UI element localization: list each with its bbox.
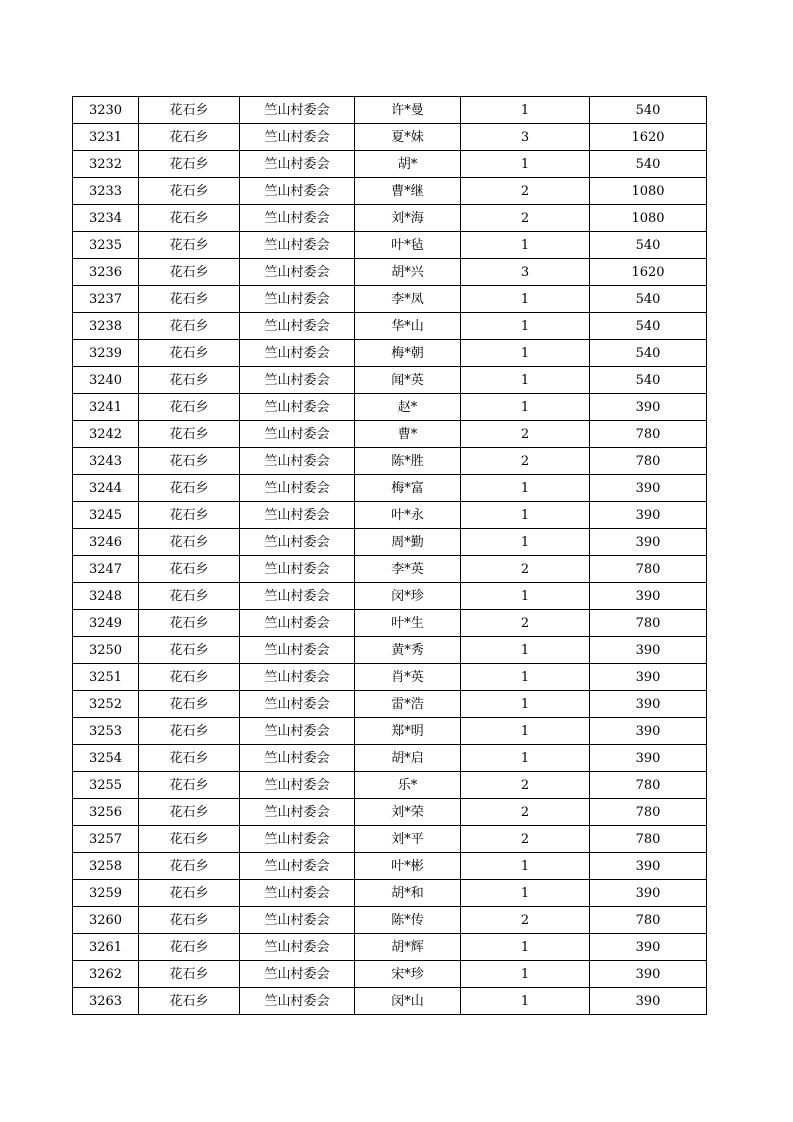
- amount-cell: 780: [590, 907, 707, 934]
- amount-cell: 390: [590, 961, 707, 988]
- count-cell: 1: [461, 340, 590, 367]
- table-row: [73, 421, 707, 448]
- count-cell: 1: [461, 853, 590, 880]
- township-cell: 花石乡: [139, 313, 240, 340]
- amount-cell: 780: [590, 556, 707, 583]
- village-committee-cell: 竺山村委会: [240, 691, 355, 718]
- name-cell: 胡*兴: [355, 259, 461, 286]
- village-committee-cell: 竺山村委会: [240, 826, 355, 853]
- table-row: [73, 610, 707, 637]
- row-number-cell: 3230: [73, 97, 139, 124]
- count-cell: 1: [461, 97, 590, 124]
- amount-cell: 540: [590, 151, 707, 178]
- township-cell: 花石乡: [139, 799, 240, 826]
- table-row: [73, 556, 707, 583]
- row-number-cell: 3252: [73, 691, 139, 718]
- row-number-cell: 3231: [73, 124, 139, 151]
- township-cell: 花石乡: [139, 907, 240, 934]
- township-cell: 花石乡: [139, 286, 240, 313]
- village-committee-cell: 竺山村委会: [240, 529, 355, 556]
- village-committee-cell: 竺山村委会: [240, 583, 355, 610]
- table-body: [73, 97, 707, 1015]
- row-number-cell: 3263: [73, 988, 139, 1015]
- amount-cell: 390: [590, 718, 707, 745]
- table-row: [73, 988, 707, 1015]
- name-cell: 梅*富: [355, 475, 461, 502]
- amount-cell: 540: [590, 232, 707, 259]
- village-committee-cell: 竺山村委会: [240, 340, 355, 367]
- count-cell: 2: [461, 907, 590, 934]
- table-row: [73, 799, 707, 826]
- row-number-cell: 3249: [73, 610, 139, 637]
- amount-cell: 780: [590, 799, 707, 826]
- table-row: [73, 97, 707, 124]
- amount-cell: 390: [590, 475, 707, 502]
- village-committee-cell: 竺山村委会: [240, 394, 355, 421]
- table-row: [73, 880, 707, 907]
- table-row: [73, 907, 707, 934]
- amount-cell: 390: [590, 880, 707, 907]
- township-cell: 花石乡: [139, 124, 240, 151]
- amount-cell: 390: [590, 394, 707, 421]
- count-cell: 1: [461, 394, 590, 421]
- amount-cell: 780: [590, 772, 707, 799]
- name-cell: 陈*传: [355, 907, 461, 934]
- row-number-cell: 3255: [73, 772, 139, 799]
- row-number-cell: 3262: [73, 961, 139, 988]
- township-cell: 花石乡: [139, 97, 240, 124]
- count-cell: 1: [461, 691, 590, 718]
- name-cell: 周*勤: [355, 529, 461, 556]
- count-cell: 2: [461, 826, 590, 853]
- township-cell: 花石乡: [139, 502, 240, 529]
- amount-cell: 540: [590, 367, 707, 394]
- amount-cell: 390: [590, 745, 707, 772]
- name-cell: 胡*和: [355, 880, 461, 907]
- row-number-cell: 3244: [73, 475, 139, 502]
- row-number-cell: 3251: [73, 664, 139, 691]
- name-cell: 刘*平: [355, 826, 461, 853]
- table-row: [73, 961, 707, 988]
- row-number-cell: 3254: [73, 745, 139, 772]
- table-row: [73, 313, 707, 340]
- name-cell: 刘*荣: [355, 799, 461, 826]
- village-committee-cell: 竺山村委会: [240, 205, 355, 232]
- count-cell: 3: [461, 124, 590, 151]
- table-row: [73, 691, 707, 718]
- name-cell: 闵*珍: [355, 583, 461, 610]
- township-cell: 花石乡: [139, 178, 240, 205]
- table-row: [73, 448, 707, 475]
- data-table: [72, 96, 707, 1015]
- name-cell: 郑*明: [355, 718, 461, 745]
- amount-cell: 780: [590, 826, 707, 853]
- name-cell: 叶*彬: [355, 853, 461, 880]
- row-number-cell: 3235: [73, 232, 139, 259]
- row-number-cell: 3232: [73, 151, 139, 178]
- name-cell: 华*山: [355, 313, 461, 340]
- township-cell: 花石乡: [139, 664, 240, 691]
- township-cell: 花石乡: [139, 853, 240, 880]
- township-cell: 花石乡: [139, 961, 240, 988]
- count-cell: 3: [461, 259, 590, 286]
- row-number-cell: 3245: [73, 502, 139, 529]
- count-cell: 2: [461, 205, 590, 232]
- row-number-cell: 3239: [73, 340, 139, 367]
- table-row: [73, 718, 707, 745]
- village-committee-cell: 竺山村委会: [240, 907, 355, 934]
- township-cell: 花石乡: [139, 367, 240, 394]
- name-cell: 刘*海: [355, 205, 461, 232]
- name-cell: 闻*英: [355, 367, 461, 394]
- row-number-cell: 3240: [73, 367, 139, 394]
- village-committee-cell: 竺山村委会: [240, 853, 355, 880]
- village-committee-cell: 竺山村委会: [240, 97, 355, 124]
- table-row: [73, 583, 707, 610]
- amount-cell: 540: [590, 313, 707, 340]
- village-committee-cell: 竺山村委会: [240, 313, 355, 340]
- table-row: [73, 502, 707, 529]
- table-row: [73, 286, 707, 313]
- township-cell: 花石乡: [139, 205, 240, 232]
- table-row: [73, 151, 707, 178]
- row-number-cell: 3234: [73, 205, 139, 232]
- amount-cell: 1080: [590, 178, 707, 205]
- township-cell: 花石乡: [139, 151, 240, 178]
- count-cell: 1: [461, 718, 590, 745]
- row-number-cell: 3247: [73, 556, 139, 583]
- table-row: [73, 772, 707, 799]
- name-cell: 胡*辉: [355, 934, 461, 961]
- township-cell: 花石乡: [139, 394, 240, 421]
- table-row: [73, 745, 707, 772]
- village-committee-cell: 竺山村委会: [240, 637, 355, 664]
- amount-cell: 390: [590, 502, 707, 529]
- township-cell: 花石乡: [139, 988, 240, 1015]
- township-cell: 花石乡: [139, 556, 240, 583]
- table-row: [73, 826, 707, 853]
- township-cell: 花石乡: [139, 448, 240, 475]
- township-cell: 花石乡: [139, 340, 240, 367]
- count-cell: 2: [461, 421, 590, 448]
- row-number-cell: 3250: [73, 637, 139, 664]
- count-cell: 1: [461, 664, 590, 691]
- township-cell: 花石乡: [139, 718, 240, 745]
- village-committee-cell: 竺山村委会: [240, 124, 355, 151]
- township-cell: 花石乡: [139, 232, 240, 259]
- village-committee-cell: 竺山村委会: [240, 718, 355, 745]
- township-cell: 花石乡: [139, 583, 240, 610]
- village-committee-cell: 竺山村委会: [240, 232, 355, 259]
- amount-cell: 1080: [590, 205, 707, 232]
- village-committee-cell: 竺山村委会: [240, 880, 355, 907]
- count-cell: 2: [461, 178, 590, 205]
- township-cell: 花石乡: [139, 691, 240, 718]
- count-cell: 1: [461, 637, 590, 664]
- count-cell: 1: [461, 367, 590, 394]
- count-cell: 1: [461, 745, 590, 772]
- township-cell: 花石乡: [139, 529, 240, 556]
- count-cell: 1: [461, 232, 590, 259]
- count-cell: 1: [461, 961, 590, 988]
- row-number-cell: 3237: [73, 286, 139, 313]
- row-number-cell: 3241: [73, 394, 139, 421]
- table-row: [73, 475, 707, 502]
- name-cell: 陈*胜: [355, 448, 461, 475]
- amount-cell: 540: [590, 340, 707, 367]
- township-cell: 花石乡: [139, 421, 240, 448]
- name-cell: 叶*毡: [355, 232, 461, 259]
- row-number-cell: 3233: [73, 178, 139, 205]
- table-row: [73, 205, 707, 232]
- village-committee-cell: 竺山村委会: [240, 502, 355, 529]
- village-committee-cell: 竺山村委会: [240, 934, 355, 961]
- count-cell: 2: [461, 799, 590, 826]
- amount-cell: 390: [590, 583, 707, 610]
- count-cell: 1: [461, 286, 590, 313]
- row-number-cell: 3256: [73, 799, 139, 826]
- amount-cell: 390: [590, 934, 707, 961]
- row-number-cell: 3253: [73, 718, 139, 745]
- row-number-cell: 3242: [73, 421, 139, 448]
- amount-cell: 390: [590, 853, 707, 880]
- village-committee-cell: 竺山村委会: [240, 367, 355, 394]
- name-cell: 叶*永: [355, 502, 461, 529]
- township-cell: 花石乡: [139, 637, 240, 664]
- amount-cell: 780: [590, 448, 707, 475]
- count-cell: 2: [461, 772, 590, 799]
- table-row: [73, 232, 707, 259]
- table-row: [73, 124, 707, 151]
- amount-cell: 540: [590, 286, 707, 313]
- row-number-cell: 3243: [73, 448, 139, 475]
- count-cell: 1: [461, 988, 590, 1015]
- name-cell: 李*凤: [355, 286, 461, 313]
- village-committee-cell: 竺山村委会: [240, 286, 355, 313]
- table-row: [73, 178, 707, 205]
- village-committee-cell: 竺山村委会: [240, 421, 355, 448]
- count-cell: 1: [461, 151, 590, 178]
- table-row: [73, 934, 707, 961]
- amount-cell: 390: [590, 637, 707, 664]
- table-row: [73, 664, 707, 691]
- count-cell: 1: [461, 934, 590, 961]
- count-cell: 1: [461, 502, 590, 529]
- count-cell: 1: [461, 583, 590, 610]
- township-cell: 花石乡: [139, 610, 240, 637]
- count-cell: 2: [461, 610, 590, 637]
- table-row: [73, 394, 707, 421]
- village-committee-cell: 竺山村委会: [240, 745, 355, 772]
- row-number-cell: 3259: [73, 880, 139, 907]
- village-committee-cell: 竺山村委会: [240, 448, 355, 475]
- village-committee-cell: 竺山村委会: [240, 556, 355, 583]
- township-cell: 花石乡: [139, 772, 240, 799]
- table-row: [73, 259, 707, 286]
- name-cell: 乐*: [355, 772, 461, 799]
- amount-cell: 390: [590, 691, 707, 718]
- row-number-cell: 3248: [73, 583, 139, 610]
- amount-cell: 1620: [590, 124, 707, 151]
- village-committee-cell: 竺山村委会: [240, 151, 355, 178]
- name-cell: 黄*秀: [355, 637, 461, 664]
- village-committee-cell: 竺山村委会: [240, 772, 355, 799]
- count-cell: 1: [461, 880, 590, 907]
- township-cell: 花石乡: [139, 259, 240, 286]
- row-number-cell: 3258: [73, 853, 139, 880]
- row-number-cell: 3238: [73, 313, 139, 340]
- amount-cell: 390: [590, 988, 707, 1015]
- table-row: [73, 853, 707, 880]
- amount-cell: 780: [590, 421, 707, 448]
- name-cell: 肖*英: [355, 664, 461, 691]
- name-cell: 闵*山: [355, 988, 461, 1015]
- village-committee-cell: 竺山村委会: [240, 178, 355, 205]
- table-row: [73, 367, 707, 394]
- row-number-cell: 3246: [73, 529, 139, 556]
- township-cell: 花石乡: [139, 826, 240, 853]
- village-committee-cell: 竺山村委会: [240, 799, 355, 826]
- village-committee-cell: 竺山村委会: [240, 259, 355, 286]
- name-cell: 梅*朝: [355, 340, 461, 367]
- row-number-cell: 3257: [73, 826, 139, 853]
- table-row: [73, 637, 707, 664]
- name-cell: 夏*妹: [355, 124, 461, 151]
- count-cell: 1: [461, 313, 590, 340]
- count-cell: 1: [461, 475, 590, 502]
- name-cell: 宋*珍: [355, 961, 461, 988]
- township-cell: 花石乡: [139, 880, 240, 907]
- township-cell: 花石乡: [139, 934, 240, 961]
- name-cell: 李*英: [355, 556, 461, 583]
- row-number-cell: 3261: [73, 934, 139, 961]
- name-cell: 胡*: [355, 151, 461, 178]
- village-committee-cell: 竺山村委会: [240, 664, 355, 691]
- amount-cell: 390: [590, 664, 707, 691]
- row-number-cell: 3260: [73, 907, 139, 934]
- village-committee-cell: 竺山村委会: [240, 475, 355, 502]
- name-cell: 雷*浩: [355, 691, 461, 718]
- name-cell: 赵*: [355, 394, 461, 421]
- table-row: [73, 340, 707, 367]
- table-row: [73, 529, 707, 556]
- amount-cell: 780: [590, 610, 707, 637]
- count-cell: 1: [461, 529, 590, 556]
- village-committee-cell: 竺山村委会: [240, 988, 355, 1015]
- village-committee-cell: 竺山村委会: [240, 961, 355, 988]
- name-cell: 曹*: [355, 421, 461, 448]
- name-cell: 叶*生: [355, 610, 461, 637]
- name-cell: 胡*启: [355, 745, 461, 772]
- amount-cell: 390: [590, 529, 707, 556]
- amount-cell: 540: [590, 97, 707, 124]
- township-cell: 花石乡: [139, 475, 240, 502]
- row-number-cell: 3236: [73, 259, 139, 286]
- village-committee-cell: 竺山村委会: [240, 610, 355, 637]
- name-cell: 曹*继: [355, 178, 461, 205]
- amount-cell: 1620: [590, 259, 707, 286]
- name-cell: 许*曼: [355, 97, 461, 124]
- township-cell: 花石乡: [139, 745, 240, 772]
- count-cell: 2: [461, 556, 590, 583]
- count-cell: 2: [461, 448, 590, 475]
